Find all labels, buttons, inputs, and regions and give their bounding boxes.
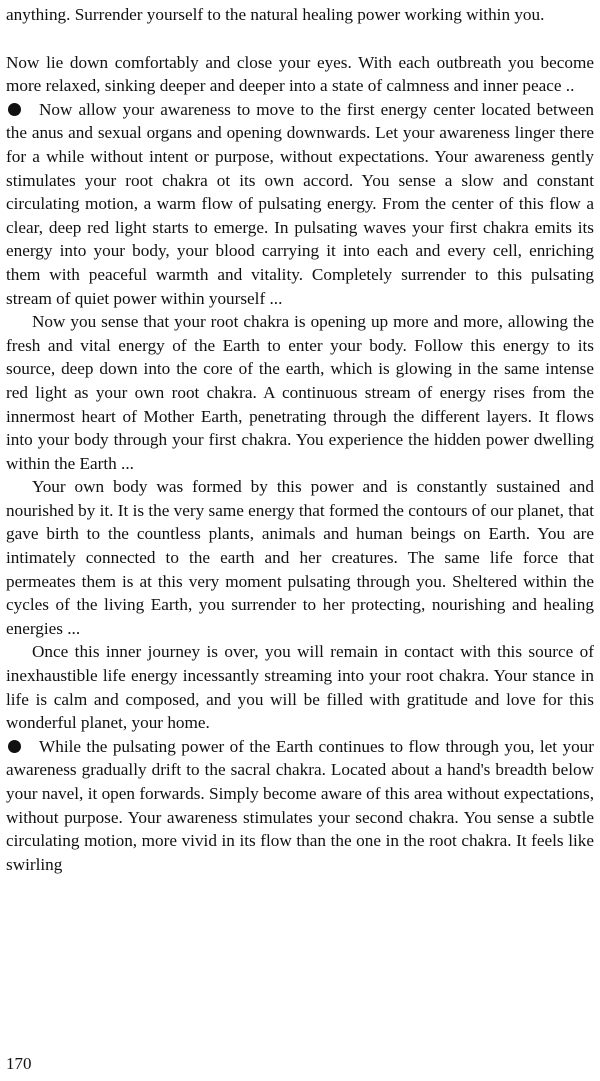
paragraph-gap [6,27,594,51]
paragraph-body-formed: Your own body was formed by this power and is constantly sustained and nourished by it. It is the very same energy that formed the contours of our planet, that gave birth to the countless plants, animals and human beings on Earth. You are intimately connected to the earth and her creatures. The same life force that permeates them is at this very moment pulsating through you. Sheltered within the cycles of the living Earth, you surrender to her protecting, nourishing and healing energies ... [6,477,594,638]
body-text [6,3,594,876]
page-number: 170 [6,1054,32,1073]
bullet-icon [8,103,21,116]
paragraph-continuation: anything. Surrender yourself to the natural healing power working within you. [6,5,545,24]
paragraph-sacral-chakra [6,735,594,877]
paragraph-journey-over: Once this inner journey is over, you will remain in contact with this source of inexhaustible life energy incessantly streaming into your root chakra. Your stance in life is calm and composed, and you will be filled with gratitude and love for this wonderful planet, your home. [6,642,594,733]
bullet-icon [8,740,21,753]
paragraph-root-chakra [6,98,594,310]
paragraph-root-chakra-text: Now allow your awareness to move to the first energy center located between the anus and sexual organs and opening downwards. Let your awareness linger there for a while without intent or purpose, without expectations. Your awareness gently stimulates your root chakra ot its own accord. You sense a slow and constant circulating motion, a warm flow of pulsating energy. From the center of this flow a clear, deep red light starts to emerge. In pulsating waves your first chakra emits its energy into your body, your blood carrying it into each and every cell, enriching them with peaceful warmth and vitality. Completely surrender to this pulsating stream of quiet power within yourself ... [6,99,594,308]
paragraph-earth-energy: Now you sense that your root chakra is opening up more and more, allowing the fresh and vital energy of the Earth to enter your body. Follow this energy to its source, deep down into the core of the earth, which is glowing in the same intense red light as your own root chakra. A continuous stream of energy rises from the innermost heart of Mother Earth, penetrating through the different layers. It flows into your body through your first chakra. You experience the hidden power dwelling within the Earth ... [6,312,594,473]
paragraph-relax: Now lie down comfortably and close your eyes. With each outbreath you become more relaxed, sinking deeper and deeper into a state of calmness and inner peace .. [6,52,594,96]
paragraph-sacral-chakra-text: While the pulsating power of the Earth continues to flow through you, let your awareness gradually drift to the sacral chakra. Located about a hand's breadth below your navel, it open forwards. Simply become aware of this area without expectations, without purpose. Your awareness stimulates your second chakra. You sense a subtle circulating motion, more vivid in its flow than the one in the root chakra. It feels like swirling [6,736,594,874]
